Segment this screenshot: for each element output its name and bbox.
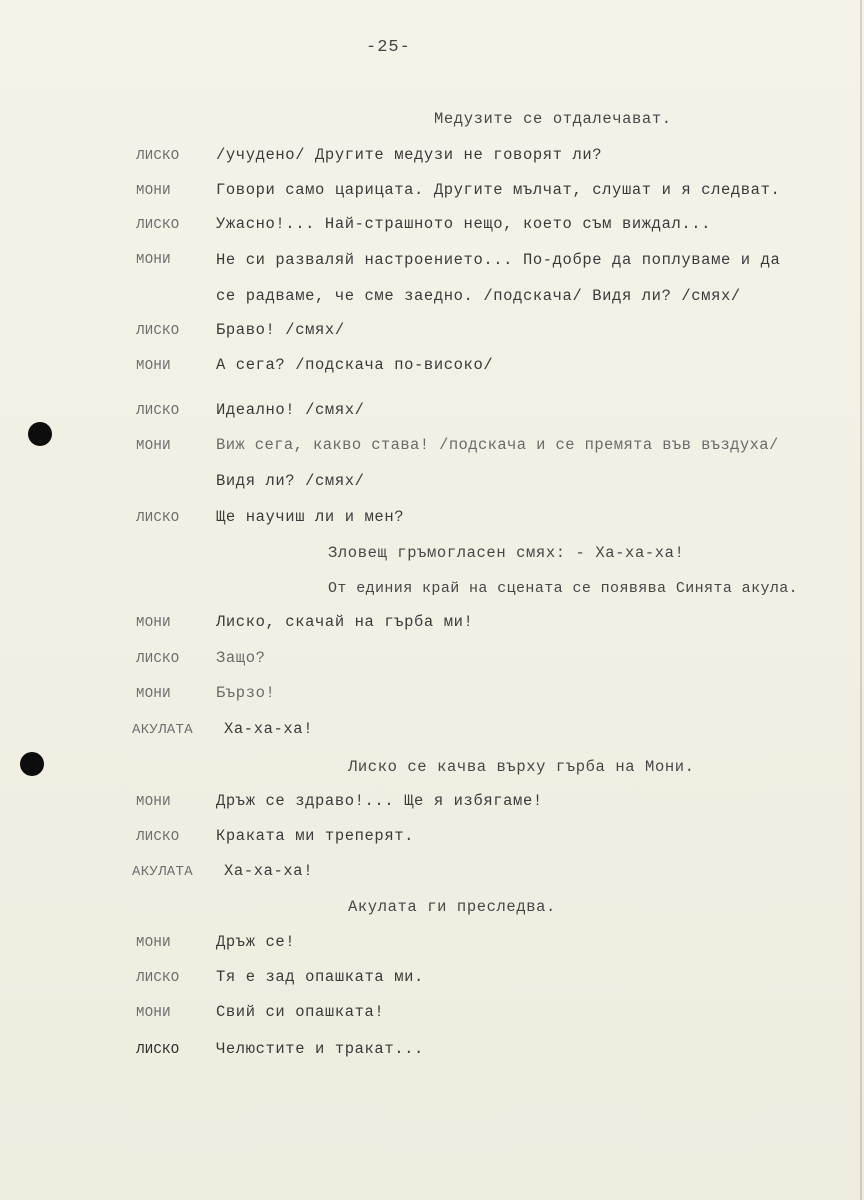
dialogue-line: Свий си опашката! <box>216 1003 385 1021</box>
speaker-label: МОНИ <box>136 183 171 199</box>
dialogue-line: Защо? <box>216 649 266 667</box>
stage-direction: Лиско се качва върху гърба на Мони. <box>348 758 695 776</box>
speaker-label: ЛИСКО <box>136 970 180 986</box>
dialogue-line: Браво! /смях/ <box>216 321 345 339</box>
dialogue-continuation: Видя ли? /смях/ <box>216 472 365 490</box>
punch-hole-bottom <box>20 752 44 776</box>
dialogue-continuation: се радваме, че сме заедно. /подскача/ Видя ли? /смях/ <box>216 287 741 305</box>
speaker-label: МОНИ <box>136 358 171 374</box>
dialogue-line: Лиско, скачай на гърба ми! <box>216 613 474 631</box>
speaker-label: ЛИСКО <box>136 217 180 233</box>
dialogue-line: Бързо! <box>216 684 276 702</box>
dialogue-line: Идеално! /смях/ <box>216 401 365 419</box>
speaker-label: ЛИСКО <box>136 323 180 339</box>
speaker-label: МОНИ <box>136 1005 171 1021</box>
dialogue-line: Дръж се! <box>216 933 296 951</box>
speaker-label: МОНИ <box>136 794 171 810</box>
speaker-label: МОНИ <box>136 615 171 631</box>
speaker-label: ЛИСКО <box>136 651 180 667</box>
dialogue-line: Дръж се здраво!... Ще я избягаме! <box>216 792 543 810</box>
dialogue-line: /учудено/ Другите медузи не говорят ли? <box>216 146 603 164</box>
speaker-label: ЛИСКО <box>136 403 180 419</box>
punch-hole-top <box>28 422 52 446</box>
speaker-label: АКУЛАТА <box>132 722 193 738</box>
speaker-label: ЛИСКО <box>136 148 180 164</box>
dialogue-line: Ще научиш ли и мен? <box>216 508 405 526</box>
speaker-label: МОНИ <box>136 686 171 702</box>
dialogue-line: Тя е зад опашката ми. <box>216 968 424 986</box>
speaker-label: ЛИСКО <box>136 1042 180 1058</box>
speaker-label: ЛИСКО <box>136 510 180 526</box>
stage-direction: От единия край на сцената се появява Синята акула. <box>328 580 799 597</box>
stage-direction: Акулата ги преследва. <box>348 898 556 916</box>
page-edge <box>860 0 862 1200</box>
dialogue-line: Говори само царицата. Другите мълчат, слушат и я следват. <box>216 181 781 199</box>
speaker-label: МОНИ <box>136 252 171 268</box>
speaker-label: ЛИСКО <box>136 829 180 845</box>
dialogue-line: Не си разваляй настроението... По-добре да поплуваме и да <box>216 251 781 269</box>
speaker-label: МОНИ <box>136 935 171 951</box>
dialogue-line: Краката ми треперят. <box>216 827 415 845</box>
speaker-label: АКУЛАТА <box>132 864 193 880</box>
dialogue-line: Виж сега, какво става! /подскача и се премята във въздуха/ <box>216 436 779 454</box>
dialogue-line: Ха-ха-ха! <box>224 862 314 880</box>
stage-direction: Медузите се отдалечават. <box>434 110 672 128</box>
stage-direction: Зловещ гръмогласен смях: - Ха-ха-ха! <box>328 544 685 562</box>
dialogue-line: А сега? /подскача по-високо/ <box>216 356 494 374</box>
dialogue-line: Ха-ха-ха! <box>224 720 314 738</box>
dialogue-line: Челюстите и тракат... <box>216 1040 424 1058</box>
page-number: -25- <box>366 38 411 57</box>
speaker-label: МОНИ <box>136 438 171 454</box>
dialogue-line: Ужасно!... Най-страшното нещо, което съм виждал... <box>216 215 712 233</box>
